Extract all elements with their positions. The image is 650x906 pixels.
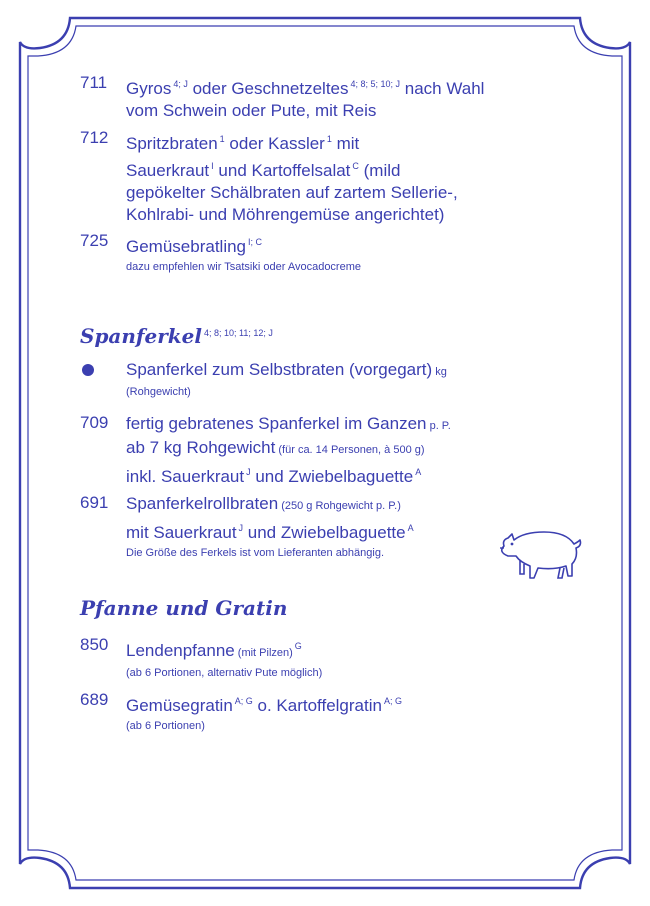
item-text: fertig gebratenes Spanferkel im Ganzen xyxy=(126,414,427,433)
item-line xyxy=(126,493,590,517)
item-detail: (mit Pilzen) xyxy=(234,647,293,659)
allergen-superscript: 1 xyxy=(326,134,332,144)
allergen-superscript: C xyxy=(352,161,359,171)
item-line xyxy=(126,231,590,258)
item-text: Gyros xyxy=(126,79,172,98)
item-detail: kg xyxy=(432,366,447,378)
item-detail: (für ca. 14 Personen, à 500 g) xyxy=(275,444,425,456)
item-text: ab 7 kg Rohgewicht xyxy=(126,438,276,457)
item-text: (mild xyxy=(358,161,401,180)
allergen-superscript: A xyxy=(415,467,422,477)
allergen-superscript: 1 xyxy=(219,134,225,144)
item-text: oder Geschnetzeltes xyxy=(187,79,349,98)
item-text: vom Schwein oder Pute, mit Reis xyxy=(126,101,377,120)
item-text: inkl. Sauerkraut xyxy=(126,467,245,486)
item-text: mit Sauerkraut xyxy=(126,523,237,542)
item-line xyxy=(126,204,590,226)
item-text: Kohlrabi- und Möhrengemüse angerichtet) xyxy=(126,205,445,224)
item-text: Gemüsegratin xyxy=(126,696,233,715)
item-text: gepökelter Schälbraten auf zartem Sellerie-, xyxy=(126,183,458,202)
allergen-superscript: J xyxy=(238,523,244,533)
item-text: oder Kassler xyxy=(224,134,325,153)
section-title xyxy=(80,596,287,620)
item-text: Lendenpfanne xyxy=(126,641,235,660)
item-line xyxy=(126,635,590,664)
menu-item xyxy=(80,635,590,682)
allergen-superscript: 4; 8; 5; 10; J xyxy=(350,79,401,89)
item-line xyxy=(126,128,590,155)
item-number: 689 xyxy=(80,690,109,709)
item-line xyxy=(126,155,590,182)
menu-item xyxy=(80,359,590,401)
item-body xyxy=(126,359,590,401)
item-text: Gemüsebratling xyxy=(126,237,247,256)
menu-item xyxy=(80,690,590,735)
bullet-dot-icon xyxy=(82,364,94,376)
allergen-superscript: A xyxy=(407,523,414,533)
allergen-superscript: I xyxy=(211,161,214,171)
item-note: dazu empfehlen wir Tsatsiki oder Avocadocreme xyxy=(126,261,361,273)
item-text: Spanferkel zum Selbstbraten (vorgegart) xyxy=(126,360,433,379)
allergen-superscript: G xyxy=(294,641,302,651)
allergen-superscript: A; G xyxy=(234,696,253,706)
section-title-text: Pfanne und Gratin xyxy=(80,596,288,620)
item-body xyxy=(126,690,590,735)
item-line xyxy=(126,359,590,383)
item-number: 712 xyxy=(80,128,109,147)
allergen-superscript: 4; 8; 10; 11; 12; J xyxy=(203,328,273,338)
menu-item xyxy=(80,413,590,488)
item-text: mit xyxy=(331,134,360,153)
item-detail: (250 g Rohgewicht p. P.) xyxy=(278,500,401,512)
item-line xyxy=(126,413,590,437)
allergen-superscript: A; G xyxy=(383,696,402,706)
item-number: 711 xyxy=(80,73,108,92)
allergen-superscript: I; C xyxy=(248,237,263,247)
allergen-superscript: J xyxy=(246,467,251,477)
item-note: Die Größe des Ferkels ist vom Lieferanten abhängig. xyxy=(126,547,385,559)
item-number: 850 xyxy=(80,635,109,654)
section-title-text: Spanferkel xyxy=(80,324,202,348)
item-body xyxy=(126,231,590,276)
allergen-superscript: 4; J xyxy=(173,79,188,89)
item-note: (ab 6 Portionen) xyxy=(126,720,205,732)
item-text: nach Wahl xyxy=(400,79,485,98)
menu-item xyxy=(80,128,590,226)
pig-icon xyxy=(494,520,586,582)
item-detail: p. P. xyxy=(426,420,451,432)
item-line xyxy=(126,437,590,461)
item-text: und Zwiebelbaguette xyxy=(250,467,414,486)
item-number: 725 xyxy=(80,231,109,250)
item-line xyxy=(126,182,590,204)
item-number: 709 xyxy=(80,413,109,432)
menu-item xyxy=(80,231,590,276)
item-line xyxy=(126,73,590,100)
item-text: Spanferkelrollbraten xyxy=(126,494,279,513)
item-body xyxy=(126,635,590,682)
menu-item xyxy=(80,73,590,122)
item-line xyxy=(126,690,590,717)
section-title xyxy=(80,324,273,348)
item-body xyxy=(126,413,590,488)
item-text: o. Kartoffelgratin xyxy=(252,696,382,715)
item-text: und Kartoffelsalat xyxy=(213,161,351,180)
item-body xyxy=(126,128,590,226)
item-note: (Rohgewicht) xyxy=(126,386,191,398)
item-line xyxy=(126,461,590,488)
item-text: und Zwiebelbaguette xyxy=(243,523,406,542)
item-text: Spritzbraten xyxy=(126,134,218,153)
item-text: Sauerkraut xyxy=(126,161,210,180)
item-note: (ab 6 Portionen, alternativ Pute möglich) xyxy=(126,667,323,679)
item-body xyxy=(126,73,590,122)
item-number: 691 xyxy=(80,493,109,512)
item-line xyxy=(126,100,590,122)
